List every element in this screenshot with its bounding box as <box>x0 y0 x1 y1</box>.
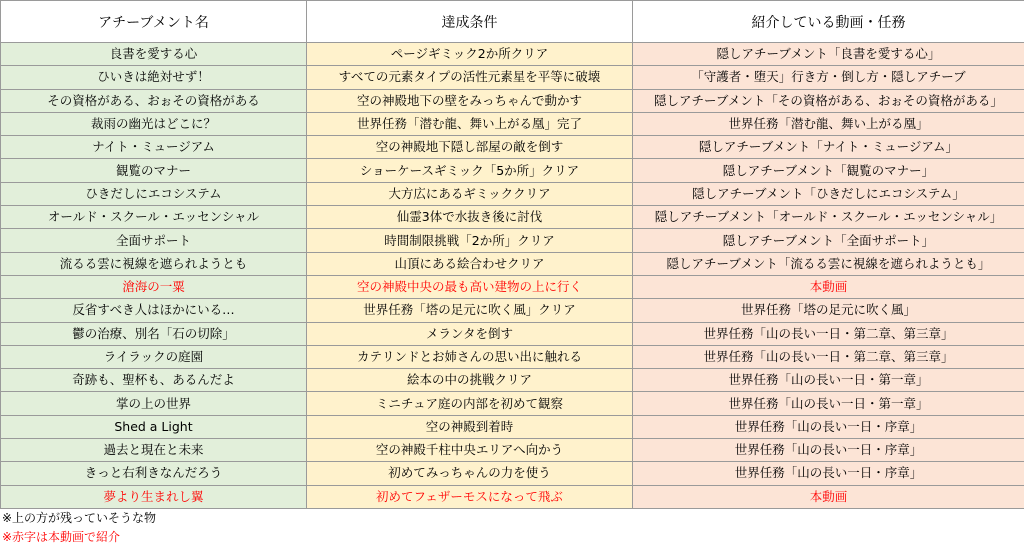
cell-achievement-name: ひきだしにエコシステム <box>1 182 307 205</box>
cell-achievement-name: オールド・スクール・エッセンシャル <box>1 206 307 229</box>
cell-condition: 空の神殿地下隠し部屋の敵を倒す <box>307 136 633 159</box>
cell-source: 隠しアチーブメント「オールド・スクール・エッセンシャル」 <box>633 206 1024 229</box>
cell-achievement-name: 鬱の治療、別名「石の切除」 <box>1 322 307 345</box>
cell-source: 世界任務「山の長い一日・第二章、第三章」 <box>633 322 1024 345</box>
cell-condition: 空の神殿中央の最も高い建物の上に行く <box>307 275 633 298</box>
cell-condition: 空の神殿地下の壁をみっちゃんで動かす <box>307 89 633 112</box>
header-source: 紹介している動画・任務 <box>633 1 1024 43</box>
table-row <box>1 136 1024 159</box>
table-row <box>1 159 1024 182</box>
cell-source: 世界任務「山の長い一日・序章」 <box>633 415 1024 438</box>
cell-achievement-name: 夢より生まれし翼 <box>1 485 307 508</box>
cell-achievement-name: 良書を愛する心 <box>1 43 307 66</box>
cell-source: 隠しアチーブメント「観覧のマナー」 <box>633 159 1024 182</box>
table-row <box>1 89 1024 112</box>
cell-source: 隠しアチーブメント「流るる雲に視線を遮られようとも」 <box>633 252 1024 275</box>
table-row <box>1 345 1024 368</box>
table-row <box>1 112 1024 135</box>
cell-achievement-name: ナイト・ミュージアム <box>1 136 307 159</box>
table-row <box>1 252 1024 275</box>
cell-condition: 絵本の中の挑戦クリア <box>307 369 633 392</box>
cell-source: 世界任務「山の長い一日・第二章、第三章」 <box>633 345 1024 368</box>
cell-condition: ミニチュア庭の内部を初めて観察 <box>307 392 633 415</box>
table-row <box>1 322 1024 345</box>
table-row <box>1 182 1024 205</box>
cell-condition: ショーケースギミック「5か所」クリア <box>307 159 633 182</box>
header-condition: 達成条件 <box>307 1 633 43</box>
cell-source: 「守護者・堕天」行き方・倒し方・隠しアチーブ <box>633 66 1024 89</box>
table-row <box>1 206 1024 229</box>
cell-achievement-name: Shed a Light <box>1 415 307 438</box>
footnote-red-text: ※赤字は本動画で紹介 <box>2 530 121 544</box>
cell-source: 世界任務「山の長い一日・第一章」 <box>633 392 1024 415</box>
cell-source: 隠しアチーブメント「ナイト・ミュージアム」 <box>633 136 1024 159</box>
cell-achievement-name: きっと右利きなんだろう <box>1 462 307 485</box>
table-row <box>1 66 1024 89</box>
cell-achievement-name: 過去と現在と未来 <box>1 439 307 462</box>
cell-source: 世界任務「山の長い一日・序章」 <box>633 439 1024 462</box>
table-row <box>1 485 1024 508</box>
cell-achievement-name: 掌の上の世界 <box>1 392 307 415</box>
header-achievement-name: アチーブメント名 <box>1 1 307 43</box>
table-row <box>1 369 1024 392</box>
cell-achievement-name: 裁雨の幽光はどこに？ <box>1 112 307 135</box>
table-row <box>1 299 1024 322</box>
cell-source: 世界任務「潜む龍、舞い上がる凰」 <box>633 112 1024 135</box>
cell-condition: すべての元素タイプの活性元素星を平等に破壊 <box>307 66 633 89</box>
cell-source: 隠しアチーブメント「全面サポート」 <box>633 229 1024 252</box>
cell-condition: 仙霊3体で水抜き後に討伐 <box>307 206 633 229</box>
cell-condition: 時間制限挑戦「2か所」クリア <box>307 229 633 252</box>
cell-source: 隠しアチーブメント「良書を愛する心」 <box>633 43 1024 66</box>
cell-achievement-name: 滄海の一粟 <box>1 275 307 298</box>
cell-condition: 空の神殿千柱中央エリアへ向かう <box>307 439 633 462</box>
cell-source: 本動画 <box>633 485 1024 508</box>
cell-source: 世界任務「塔の足元に吹く風」 <box>633 299 1024 322</box>
cell-condition: 山頂にある絵合わせクリア <box>307 252 633 275</box>
cell-condition: 世界任務「潜む龍、舞い上がる凰」完了 <box>307 112 633 135</box>
cell-condition: 初めてフェザーモスになって飛ぶ <box>307 485 633 508</box>
cell-source: 世界任務「山の長い一日・第一章」 <box>633 369 1024 392</box>
cell-condition: ページギミック2か所クリア <box>307 43 633 66</box>
table-row <box>1 275 1024 298</box>
cell-achievement-name: その資格がある、おぉその資格がある <box>1 89 307 112</box>
footnote-remaining: ※上の方が残っていそうな物 <box>2 511 157 525</box>
table-row <box>1 43 1024 66</box>
cell-achievement-name: ライラックの庭園 <box>1 345 307 368</box>
table-row <box>1 439 1024 462</box>
header-row <box>1 1 1024 43</box>
cell-condition: 空の神殿到着時 <box>307 415 633 438</box>
cell-source: 隠しアチーブメント「ひきだしにエコシステム」 <box>633 182 1024 205</box>
cell-achievement-name: 流るる雲に視線を遮られようとも <box>1 252 307 275</box>
cell-achievement-name: 反省すべき人はほかにいる… <box>1 299 307 322</box>
table-row <box>1 462 1024 485</box>
cell-source: 世界任務「山の長い一日・序章」 <box>633 462 1024 485</box>
cell-achievement-name: 全面サポート <box>1 229 307 252</box>
cell-condition: メランタを倒す <box>307 322 633 345</box>
cell-condition: 世界任務「塔の足元に吹く風」クリア <box>307 299 633 322</box>
table-body <box>1 43 1024 509</box>
cell-achievement-name: 観覧のマナー <box>1 159 307 182</box>
cell-achievement-name: 奇跡も、聖杯も、あるんだよ <box>1 369 307 392</box>
table-row <box>1 415 1024 438</box>
cell-condition: 大方広にあるギミッククリア <box>307 182 633 205</box>
table-row <box>1 392 1024 415</box>
cell-source: 本動画 <box>633 275 1024 298</box>
cell-source: 隠しアチーブメント「その資格がある、おぉその資格がある」 <box>633 89 1024 112</box>
cell-achievement-name: ひいきは絶対せず！ <box>1 66 307 89</box>
cell-condition: カテリンドとお姉さんの思い出に触れる <box>307 345 633 368</box>
table-row <box>1 229 1024 252</box>
cell-condition: 初めてみっちゃんの力を使う <box>307 462 633 485</box>
